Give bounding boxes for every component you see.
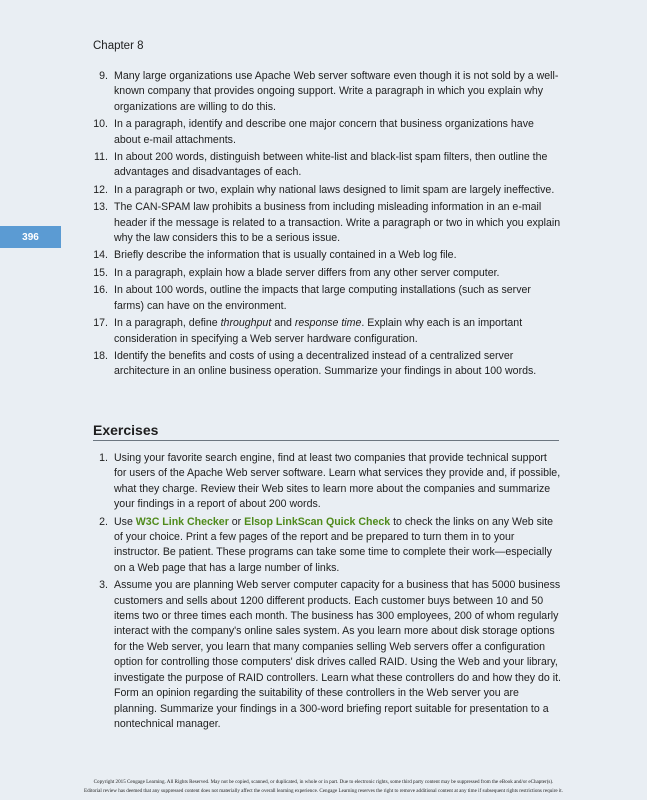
item-text-end: . Explain why each is an important consideration in specifying a Web server hardware configuration. [114, 317, 523, 345]
item-text: In a paragraph or two, explain why national laws designed to limit spam are largely ineffective. [114, 183, 555, 196]
item-text-end: to check the links on any Web site of your choice. Print a few pages of the report and be prepared to turn them in to your instructor. Be patient. These programs can take some time to complete their work—especially on a Web page that has a large number of links. [114, 515, 554, 574]
list-item [93, 69, 561, 115]
copyright-line-1: Copyright 2015 Cengage Learning. All Rights Reserved. May not be copied, scanned, or duplicated, in whole or in part. Due to electronic rights, some third party content may be suppressed from the eBook and/or eChapter(s). [93, 779, 554, 785]
page-number-tab: 396 [0, 226, 61, 248]
item-text-start: In a paragraph, define [114, 317, 221, 330]
item-number: 2. [99, 515, 108, 528]
list-item [96, 578, 561, 732]
list-item [93, 150, 561, 181]
review-questions-list [93, 69, 561, 382]
item-text: Many large organizations use Apache Web server software even though it is not sold by a well-known company that provides ongoing support. Write a paragraph in which you explain why organizations are willing to do this. [114, 70, 559, 113]
list-item [93, 200, 561, 246]
list-item [93, 248, 561, 263]
copyright-footer [8, 778, 639, 795]
item-text: The CAN-SPAM law prohibits a business from including misleading information in an e-mail header if the message is related to a transaction. Write a paragraph or two in which you explain why the law considers this to be a serious issue. [114, 201, 561, 245]
list-item [96, 451, 561, 513]
item-number: 10. [93, 118, 108, 131]
item-text: In about 200 words, distinguish between white-list and black-list spam filters, then outline the advantages and disadvantages of each. [114, 151, 548, 179]
item-text-mid: or [228, 515, 245, 528]
item-text: In a paragraph, identify and describe one major concern that business organizations have about e-mail attachments. [114, 118, 534, 146]
item-number: 11. [94, 151, 108, 164]
item-text: In a paragraph, explain how a blade server differs from any other server computer. [114, 266, 500, 279]
list-item [93, 117, 561, 148]
list-item [93, 183, 561, 198]
list-item [96, 515, 561, 577]
item-number: 17. [93, 317, 108, 330]
exercises-list [96, 451, 561, 734]
item-text: In about 100 words, outline the impacts that large computing installations (such as server farms) can have on the environment. [114, 284, 531, 312]
item-number: 16. [93, 284, 108, 297]
chapter-header: Chapter 8 [93, 40, 144, 52]
item-number: 14. [93, 249, 108, 262]
item-text: Assume you are planning Web server computer capacity for a business that has 5000 business customers and sells about 1200 different products. Each customer buys between 10 and 50 items two or three times each month. The business has 300 employees, 200 of whom regularly interact with the company's online sales system. As you learn more about disk storage options for the Web server, you learn that many companies selling Web servers offer a configuration option for controlling those computers' disk drives called RAID. Using the Web and your library, investigate the purpose of RAID controllers. Learn what these controllers do and how they do it. Form an opinion regarding the suitability of these controllers in the Web server you are planning. Summarize your findings in a 300-word briefing report suitable for presentation to a nontechnical manager. [114, 579, 561, 730]
item-number: 9. [99, 70, 108, 82]
item-text: Using your favorite search engine, find at least two companies that provide technical support for users of the Apache Web server software. Learn what services they provide and, if possible, what they charge. Review their Web sites to learn more about the companies and summarize your findings in a report of about 200 words. [114, 452, 561, 511]
list-item [93, 349, 561, 380]
item-number: 15. [93, 266, 108, 279]
elsop-linkscan-link[interactable]: Elsop LinkScan Quick Check [244, 515, 391, 528]
term-throughput: throughput [220, 317, 272, 330]
exercises-heading: Exercises [93, 422, 559, 441]
w3c-link-checker-link[interactable]: W3C Link Checker [135, 515, 229, 528]
list-item [93, 316, 561, 347]
item-number: 3. [99, 579, 108, 592]
copyright-line-2: Editorial review has deemed that any suppressed content does not materially affect the overall learning experience. Cengage Learning reserves the right to remove additional content at any time if subsequent rights restrictions require it. [84, 787, 563, 794]
list-item [93, 266, 561, 281]
item-text: Identify the benefits and costs of using a decentralized instead of a centralized server architecture in an online business operation. Summarize your findings in about 100 words. [114, 349, 537, 378]
item-text: Briefly describe the information that is usually contained in a Web log file. [114, 249, 457, 262]
item-number: 18. [93, 349, 108, 362]
item-text-mid: and [271, 317, 295, 330]
item-number: 12. [93, 183, 108, 196]
item-number: 1. [99, 452, 108, 464]
term-response-time: response time [294, 317, 362, 330]
item-text-start: Use [114, 515, 136, 528]
list-item [93, 283, 561, 314]
item-number: 13. [93, 201, 108, 214]
